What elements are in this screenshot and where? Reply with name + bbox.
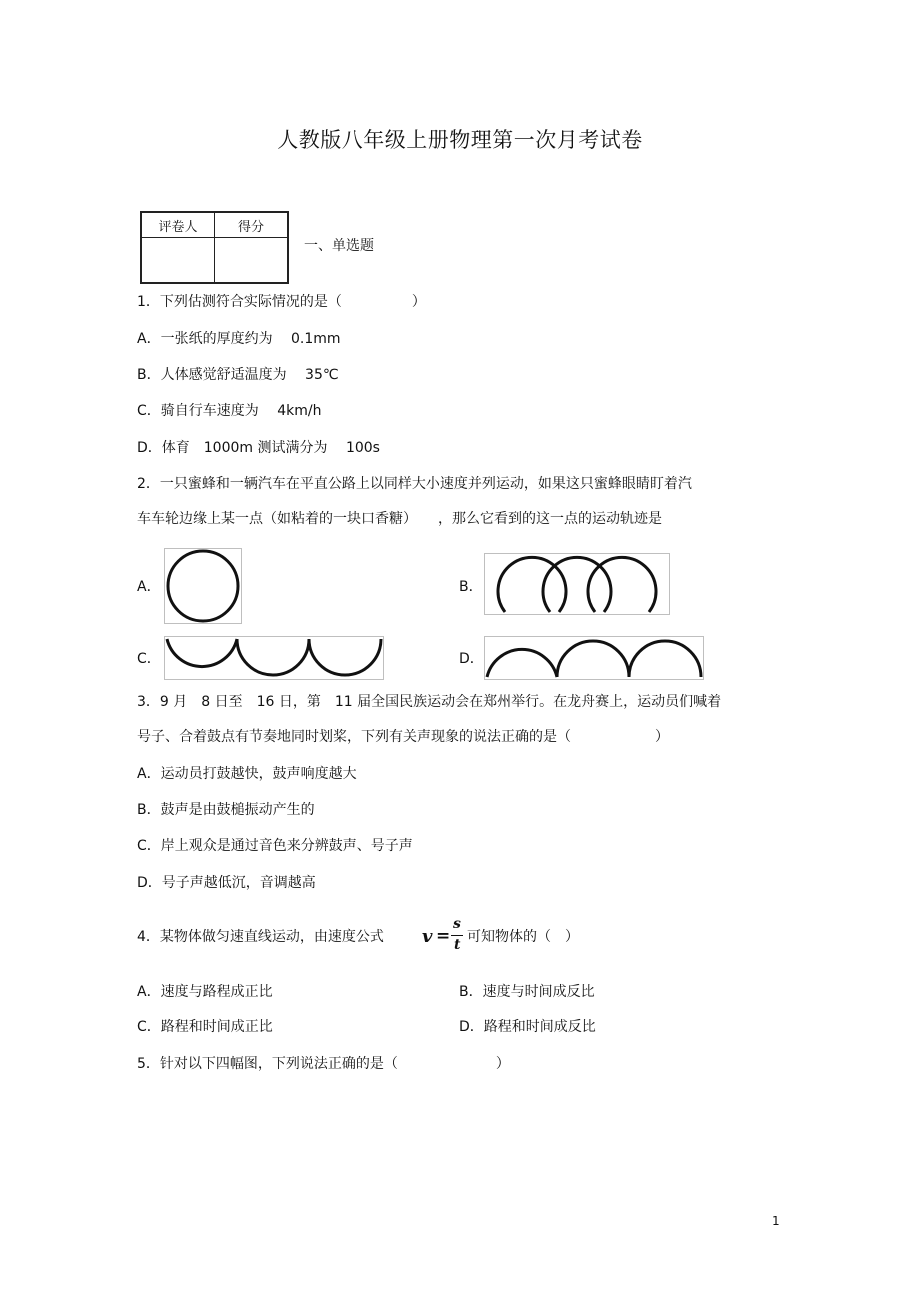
question-3-option-d: D．号子声越低沉，音调越高	[137, 875, 316, 891]
question-4-option-c: C．路程和时间成正比	[137, 1019, 273, 1035]
question-2-option-b-figure	[484, 553, 670, 615]
question-3-option-c: C．岸上观众是通过音色来分辨鼓声、号子声	[137, 838, 413, 854]
score-table-score-header: 得分	[215, 212, 289, 238]
question-2-option-a-label: A．	[137, 579, 161, 595]
question-4-option-d: D．路程和时间成反比	[459, 1019, 596, 1035]
question-4-option-b: B．速度与时间成反比	[459, 984, 595, 1000]
speed-formula	[422, 916, 466, 956]
downward-arcs-figure	[165, 637, 383, 679]
formula-v: v	[422, 926, 433, 947]
question-2-option-b-label: B．	[459, 579, 483, 595]
question-1-option-a: A．一张纸的厚度约为 0.1mm	[137, 331, 341, 347]
formula-numerator: s	[453, 916, 461, 932]
question-5-stem: 5．针对以下四幅图，下列说法正确的是（ ）	[137, 1056, 510, 1072]
question-3-option-b: B．鼓声是由鼓槌振动产生的	[137, 802, 315, 818]
question-2-option-d-figure	[484, 636, 704, 680]
question-2-line-2: 车车轮边缘上某一点（如粘着的一块口香糖） ，那么它看到的这一点的运动轨迹是	[137, 511, 662, 527]
question-2-line-1: 2．一只蜜蜂和一辆汽车在平直公路上以同样大小速度并列运动，如果这只蜜蜂眼睛盯着汽	[137, 476, 692, 492]
score-table	[140, 211, 289, 284]
downward-arc-2	[237, 639, 309, 675]
loop-arc-3	[588, 557, 656, 612]
cycloid-arcs-figure	[485, 637, 703, 679]
downward-arc-1	[167, 639, 237, 667]
question-4-stem-before: 4．某物体做匀速直线运动，由速度公式	[137, 929, 384, 945]
trajectory-circle	[168, 551, 238, 621]
question-1-stem: 1．下列估测符合实际情况的是（ ）	[137, 294, 426, 310]
question-2-option-d-label: D．	[459, 651, 484, 667]
page-title: 人教版八年级上册物理第一次月考试卷	[277, 128, 643, 152]
overlapping-loops-figure	[485, 554, 669, 614]
score-table-score-cell	[215, 238, 289, 284]
page-number: 1	[772, 1214, 780, 1228]
cycloid-arc-2	[557, 641, 629, 677]
question-4-stem-after: 可知物体的（ ）	[467, 929, 579, 945]
question-2-option-c-figure	[164, 636, 384, 680]
score-table-grader-cell	[141, 238, 215, 284]
question-3-option-a: A．运动员打鼓越快，鼓声响度越大	[137, 766, 357, 782]
score-table-grader-header: 评卷人	[141, 212, 215, 238]
question-4-option-a: A．速度与路程成正比	[137, 984, 273, 1000]
question-2-option-c-label: C．	[137, 651, 161, 667]
downward-arc-3	[309, 639, 381, 675]
question-1-option-d: D．体育 1000m 测试满分为 100s	[137, 440, 380, 456]
section-heading: 一、单选题	[304, 238, 374, 254]
question-1-option-c: C．骑自行车速度为 4km/h	[137, 403, 322, 419]
question-1-option-b: B．人体感觉舒适温度为 35℃	[137, 367, 339, 383]
formula-denominator: t	[454, 937, 461, 953]
circle-trajectory-figure	[165, 549, 241, 623]
formula-equals: =	[436, 926, 451, 946]
question-2-option-a-figure	[164, 548, 242, 624]
formula-fraction-bar	[451, 935, 463, 936]
question-3-line-2: 号子、合着鼓点有节奏地同时划桨，下列有关声现象的说法正确的是（ ）	[137, 729, 669, 745]
cycloid-arc-1	[487, 649, 557, 677]
question-3-line-1: 3．9 月 8 日至 16 日，第 11 届全国民族运动会在郑州举行。在龙舟赛上，运动员们喊着	[137, 694, 722, 710]
cycloid-arc-3	[629, 641, 701, 677]
